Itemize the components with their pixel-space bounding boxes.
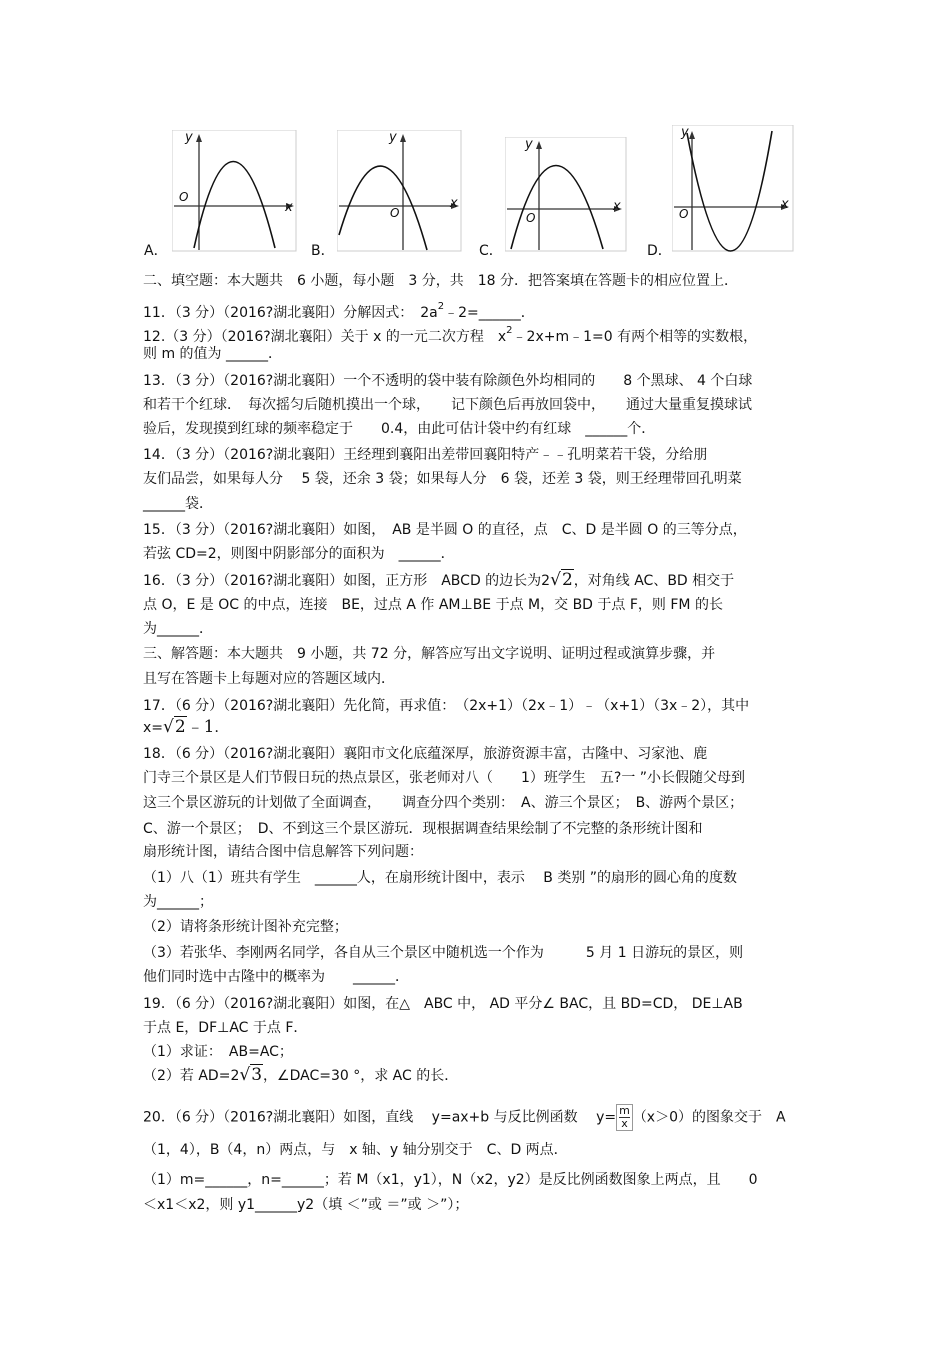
question-12-line-2: 则 m 的值为 ______．: [143, 346, 282, 362]
fraction-m-over-x: [616, 1104, 633, 1131]
q17-minus-one: ﹣1: [186, 717, 215, 737]
question-16-line-3: 为______．: [143, 621, 213, 637]
y-axis-label: y: [185, 130, 193, 145]
sqrt-3-radical: √3: [239, 1065, 263, 1085]
question-12: [143, 322, 757, 346]
question-14: 14．（3 分）（2016?湖北襄阳）王经理到襄阳出差带回襄阳特产﹣﹣孔明菜若干袋，分给朋: [143, 447, 708, 463]
q16-tail: ，对角线 AC、BD 相交于: [573, 573, 735, 589]
section-2-heading: 二、填空题：本大题共 6 小题，每小题 3 分，共 18 分．把答案填在答题卡的相应位置上．: [143, 273, 738, 289]
q12-tail: ﹣2x+m﹣1=0 有两个相等的实数根，: [512, 329, 758, 345]
question-16-line-2: 点 O，E 是 OC 的中点，连接 BE，过点 A 作 AM⊥BE 于点 M，交 BD 于点 F，则 FM 的长: [143, 597, 723, 613]
sqrt-2-radical: √2: [550, 570, 573, 590]
parabola-graph-b: [337, 130, 462, 252]
graph-a: [172, 130, 297, 252]
x-axis-label: x: [613, 199, 621, 214]
graph-c: [505, 137, 627, 252]
option-b-label: B．: [311, 243, 335, 259]
origin-label: O: [679, 207, 689, 221]
question-14-line-2: 友们品尝，如果每人分 5 袋，还余 3 袋；如果每人分 6 袋，还差 3 袋，则王经理带回孔明菜: [143, 471, 742, 487]
question-18-line-5: 扇形统计图，请结合图中信息解答下列问题：: [143, 844, 423, 860]
q20-tail: （x＞0）的图象交于 A: [632, 1109, 786, 1126]
fraction-denominator: x: [621, 1117, 628, 1130]
sqrt-3-radicand: 3: [251, 1065, 263, 1085]
parabola-graph-a: [172, 130, 297, 252]
question-18: 18．（6 分）（2016?湖北襄阳）襄阳市文化底蕴深厚，旅游资源丰富，古隆中、习家池、鹿: [143, 746, 708, 762]
q11-exponent: 2: [437, 301, 445, 312]
q16-text: 16．（3 分）（2016?湖北襄阳）如图，正方形 ABCD 的边长为: [143, 573, 542, 589]
option-d-label: D．: [647, 243, 672, 259]
option-a-label: A．: [144, 243, 168, 259]
question-18-part-1: （1）八（1）班共有学生 ______人，在扇形统计图中，表示 B 类别 ”的扇形的圆心角的度数: [143, 870, 738, 886]
q17-period: ．: [214, 720, 229, 736]
parabola-graph-d: [672, 125, 794, 252]
question-20-part-1-line-2: ＜x1＜x2，则 y1______y2（填 ＜”或 ＝”或 ＞”）；: [143, 1197, 469, 1213]
question-17-line-2: [143, 718, 229, 737]
graph-d: [672, 125, 794, 252]
x-axis-label: x: [781, 197, 789, 212]
q16-coef: 2: [541, 573, 551, 589]
x-axis-label: x: [285, 200, 293, 215]
fraction-numerator: m: [619, 1104, 630, 1117]
question-14-line-3: ______袋．: [143, 496, 213, 512]
question-18-part-3: （3）若张华、李刚两名同学，各自从三个景区中随机选一个作为 5 月 1 日游玩的景区，则: [143, 945, 744, 961]
q12-exponent: 2: [506, 325, 513, 336]
x-axis-label: x: [450, 196, 458, 211]
question-20-line-2: （1，4），B（4，n）两点，与 x 轴、y 轴分别交于 C、D 两点．: [143, 1142, 568, 1158]
question-17: 17．（6 分）（2016?湖北襄阳）先化简，再求值： （2x+1）（2x﹣1）﹣（x+1）（3x﹣2），其中: [143, 698, 750, 714]
question-13-line-3: 验后，发现摸到红球的频率稳定于 0.4，由此可估计袋中约有红球 ______个．: [143, 421, 656, 437]
question-13-line-2: 和若干个红球． 每次摇匀后随机摸出一个球， 记下颜色后再放回袋中， 通过大量重复摸球试: [143, 397, 752, 413]
y-axis-label: y: [525, 137, 533, 152]
q12-text: 12.（3 分）（2016?湖北襄阳）关于 x 的一元二次方程 x: [143, 329, 507, 345]
question-11: [143, 298, 535, 322]
question-20-part-1: （1）m=______，n=______；若 M（x1，y1），N（x2，y2）是反比例函数图象上两点，且 0: [143, 1172, 758, 1188]
option-c-label: C．: [479, 243, 503, 259]
sqrt-2-radicand: 2: [561, 570, 573, 590]
question-20: [143, 1104, 786, 1131]
parabola-graph-c: [505, 137, 627, 252]
question-18-line-4: C、游一个景区； D、不到这三个景区游玩．现根据调查结果绘制了不完整的条形统计图和: [143, 821, 703, 837]
q17-x-equals: x=: [143, 720, 164, 736]
question-18-line-3: 这三个景区游玩的计划做了全面调查， 调查分四个类别： A、游三个景区； B、游两个景区；: [143, 795, 744, 811]
y-axis-label: y: [389, 130, 397, 145]
question-19-part-1: （1）求证： AB=AC；: [143, 1044, 293, 1060]
section-3-heading: 三、解答题：本大题共 9 小题，共 72 分，解答应写出文字说明、证明过程或演算步骤，并: [143, 646, 716, 662]
graph-b: [337, 130, 462, 252]
question-18-part-1-line-2: 为______；: [143, 894, 213, 910]
q19-tail: ，∠DAC=30 °，求 AC 的长．: [263, 1068, 459, 1084]
question-15: 15．（3 分）（2016?湖北襄阳）如图， AB 是半圆 O 的直径，点 C、D 是半圆 O 的三等分点，: [143, 522, 747, 538]
origin-label: O: [526, 211, 536, 225]
q11-tail: ﹣2=______．: [444, 305, 535, 321]
question-18-line-2: 门寺三个景区是人们节假日玩的热点景区，张老师对八（ 1）班学生 五?一 ”小长假随父母到: [143, 770, 746, 786]
sqrt-2-radicand: 2: [174, 717, 186, 737]
question-16: [143, 571, 734, 590]
q11-text: 11．（3 分）（2016?湖北襄阳）分解因式： 2a: [143, 305, 438, 321]
sqrt-2-radical: √2: [163, 717, 186, 737]
question-13: 13．（3 分）（2016?湖北襄阳）一个不透明的袋中装有除颜色外均相同的 8 个黑球、 4 个白球: [143, 373, 753, 389]
origin-label: O: [390, 206, 400, 220]
question-19-part-2: [143, 1066, 458, 1085]
question-19-line-2: 于点 E，DF⊥AC 于点 F．: [143, 1020, 308, 1036]
q19-text: （2）若 AD=2: [143, 1068, 240, 1084]
q20-text: 20．（6 分）（2016?湖北襄阳）如图，直线 y=ax+b 与反比例函数 y=: [143, 1109, 617, 1126]
section-3-heading-line-2: 且写在答题卡上每题对应的答题区域内．: [143, 671, 395, 687]
question-18-part-2: （2）请将条形统计图补充完整；: [143, 919, 348, 935]
question-19: 19．（6 分）（2016?湖北襄阳）如图，在△ ABC 中， AD 平分∠ BAC，且 BD=CD， DE⊥AB: [143, 996, 743, 1012]
question-15-line-2: 若弦 CD=2，则图中阴影部分的面积为 ______．: [143, 546, 455, 562]
origin-label: O: [179, 190, 189, 204]
question-18-part-3-line-2: 他们同时选中古隆中的概率为 ______．: [143, 969, 409, 985]
y-axis-label: y: [681, 125, 689, 140]
